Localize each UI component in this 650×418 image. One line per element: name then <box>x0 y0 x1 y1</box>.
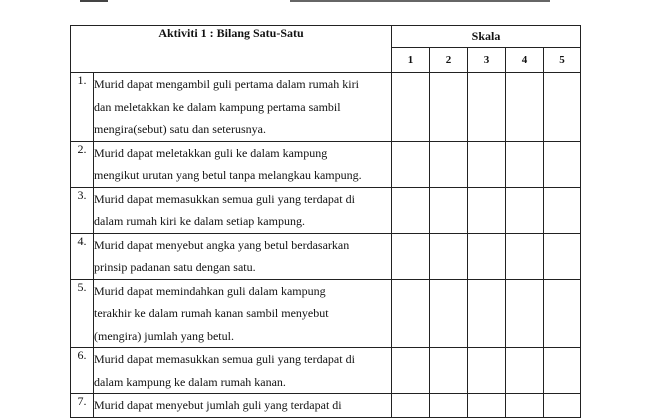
description-line: prinsip padanan satu dengan satu. <box>94 260 256 274</box>
score-cell-4[interactable] <box>506 187 544 233</box>
score-cell-1[interactable] <box>392 233 430 279</box>
row-description <box>94 279 392 348</box>
score-cell-5[interactable] <box>544 187 581 233</box>
score-cell-3[interactable] <box>468 141 506 187</box>
score-cell-1[interactable] <box>392 187 430 233</box>
row-number: 7. <box>71 394 94 418</box>
row-description <box>94 187 392 233</box>
table-row <box>71 187 581 233</box>
score-cell-2[interactable] <box>430 279 468 348</box>
rubric-table <box>70 25 581 418</box>
row-number: 4. <box>71 233 94 279</box>
score-cell-5[interactable] <box>544 348 581 394</box>
score-cell-1[interactable] <box>392 348 430 394</box>
description-line: Murid dapat menyebut jumlah guli yang terdapat di <box>94 398 342 412</box>
table-row <box>71 141 581 187</box>
score-cell-5[interactable] <box>544 394 581 418</box>
row-number: 5. <box>71 279 94 348</box>
score-cell-5[interactable] <box>544 233 581 279</box>
row-number: 2. <box>71 141 94 187</box>
score-cell-5[interactable] <box>544 279 581 348</box>
score-cell-2[interactable] <box>430 394 468 418</box>
score-cell-2[interactable] <box>430 187 468 233</box>
description-line: Murid dapat memasukkan semua guli yang terdapat di <box>94 352 355 366</box>
row-description <box>94 233 392 279</box>
score-cell-3[interactable] <box>468 279 506 348</box>
scale-number-2: 2 <box>430 48 468 73</box>
scale-header: Skala <box>392 26 581 48</box>
score-cell-4[interactable] <box>506 73 544 142</box>
header-rule <box>70 0 570 3</box>
score-cell-3[interactable] <box>468 233 506 279</box>
score-cell-2[interactable] <box>430 348 468 394</box>
description-line: dan meletakkan ke dalam kampung pertama sambil <box>94 99 341 114</box>
description-line: Murid dapat mengambil guli pertama dalam rumah kiri <box>94 77 359 91</box>
activity-header: Aktiviti 1 : Bilang Satu-Satu <box>71 26 392 73</box>
row-number: 6. <box>71 348 94 394</box>
score-cell-4[interactable] <box>506 394 544 418</box>
score-cell-1[interactable] <box>392 279 430 348</box>
score-cell-1[interactable] <box>392 394 430 418</box>
row-number: 3. <box>71 187 94 233</box>
description-line: Murid dapat menyebut angka yang betul berdasarkan <box>94 237 350 252</box>
row-description <box>94 141 392 187</box>
score-cell-3[interactable] <box>468 348 506 394</box>
score-cell-3[interactable] <box>468 187 506 233</box>
description-line: dalam kampung ke dalam rumah kanan. <box>94 374 286 389</box>
scale-number-3: 3 <box>468 48 506 73</box>
row-description <box>94 394 392 418</box>
row-description <box>94 73 392 142</box>
header-rule-left <box>80 0 108 2</box>
description-line: dalam rumah kiri ke dalam setiap kampung. <box>94 214 305 228</box>
score-cell-4[interactable] <box>506 141 544 187</box>
description-line: (mengira) jumlah yang betul. <box>94 328 234 343</box>
score-cell-2[interactable] <box>430 233 468 279</box>
description-line: Murid dapat memasukkan semua guli yang terdapat di <box>94 191 355 206</box>
score-cell-4[interactable] <box>506 233 544 279</box>
score-cell-2[interactable] <box>430 141 468 187</box>
row-description <box>94 348 392 394</box>
scale-number-5: 5 <box>544 48 581 73</box>
score-cell-3[interactable] <box>468 73 506 142</box>
description-line: mengikut urutan yang betul tanpa melangkau kampung. <box>94 168 362 182</box>
table-row <box>71 233 581 279</box>
score-cell-1[interactable] <box>392 141 430 187</box>
description-line: mengira(sebut) satu dan seterusnya. <box>94 122 266 136</box>
score-cell-3[interactable] <box>468 394 506 418</box>
description-line: Murid dapat memindahkan guli dalam kampung <box>94 283 326 298</box>
scale-number-1: 1 <box>392 48 430 73</box>
row-number: 1. <box>71 73 94 142</box>
score-cell-2[interactable] <box>430 73 468 142</box>
score-cell-1[interactable] <box>392 73 430 142</box>
scale-number-4: 4 <box>506 48 544 73</box>
score-cell-4[interactable] <box>506 348 544 394</box>
score-cell-5[interactable] <box>544 73 581 142</box>
table-row <box>71 279 581 348</box>
description-line: terakhir ke dalam rumah kanan sambil menyebut <box>94 306 329 320</box>
table-row <box>71 73 581 142</box>
description-line: Murid dapat meletakkan guli ke dalam kampung <box>94 145 328 160</box>
header-rule-right <box>290 0 550 2</box>
table-row <box>71 394 581 418</box>
table-row <box>71 348 581 394</box>
score-cell-4[interactable] <box>506 279 544 348</box>
score-cell-5[interactable] <box>544 141 581 187</box>
